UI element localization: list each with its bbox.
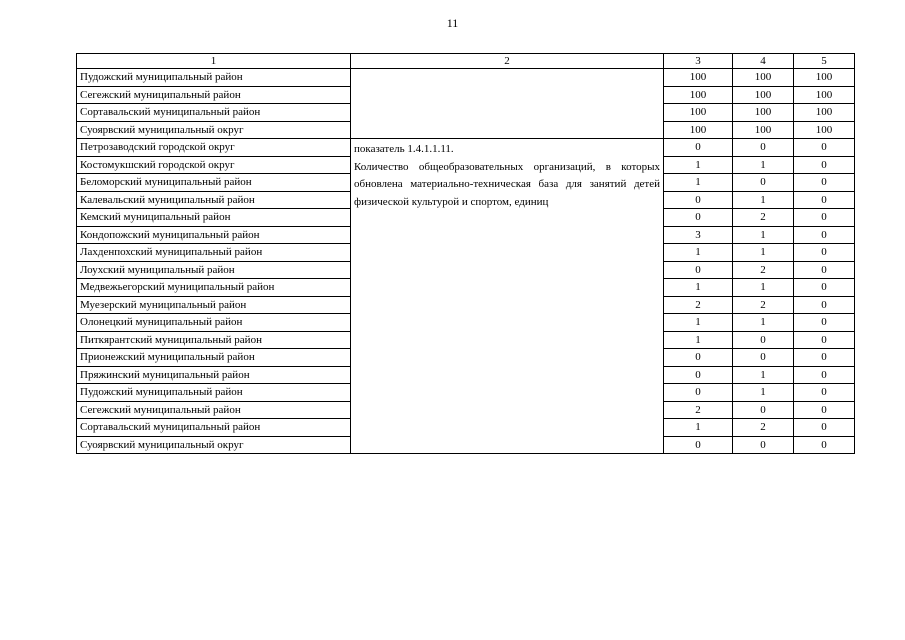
page-number: 11 <box>446 16 459 30</box>
value-cell: 0 <box>794 384 855 402</box>
header-cell: 4 <box>733 54 794 69</box>
district-name-cell: Пудожский муниципальный район <box>77 384 351 402</box>
value-cell: 0 <box>664 384 733 402</box>
value-cell: 1 <box>664 244 733 262</box>
value-cell: 1 <box>733 191 794 209</box>
value-cell: 100 <box>664 104 733 122</box>
table-row <box>77 69 855 87</box>
district-name-cell: Пряжинский муниципальный район <box>77 366 351 384</box>
district-name-cell: Сортавальский муниципальный район <box>77 104 351 122</box>
table-body <box>77 54 855 454</box>
value-cell: 0 <box>794 436 855 454</box>
value-cell: 0 <box>733 174 794 192</box>
district-name-cell: Кондопожский муниципальный район <box>77 226 351 244</box>
value-cell: 2 <box>664 401 733 419</box>
value-cell: 0 <box>794 314 855 332</box>
value-cell: 2 <box>733 209 794 227</box>
value-cell: 0 <box>794 366 855 384</box>
value-cell: 0 <box>794 139 855 157</box>
value-cell: 100 <box>733 86 794 104</box>
value-cell: 1 <box>664 314 733 332</box>
value-cell: 100 <box>794 86 855 104</box>
district-name-cell: Сегежский муниципальный район <box>77 401 351 419</box>
value-cell: 1 <box>733 226 794 244</box>
value-cell: 0 <box>794 209 855 227</box>
value-cell: 0 <box>664 191 733 209</box>
value-cell: 1 <box>733 244 794 262</box>
value-cell: 100 <box>664 121 733 139</box>
header-cell: 5 <box>794 54 855 69</box>
value-cell: 0 <box>794 331 855 349</box>
value-cell: 0 <box>794 226 855 244</box>
value-cell: 100 <box>733 104 794 122</box>
district-name-cell: Суоярвский муниципальный округ <box>77 436 351 454</box>
district-name-cell: Сегежский муниципальный район <box>77 86 351 104</box>
value-cell: 1 <box>664 279 733 297</box>
district-name-cell: Лахденпохский муниципальный район <box>77 244 351 262</box>
value-cell: 2 <box>733 296 794 314</box>
indicator-description-cell <box>351 139 664 454</box>
value-cell: 0 <box>794 401 855 419</box>
value-cell: 0 <box>794 261 855 279</box>
table-header-row <box>77 54 855 69</box>
data-table <box>76 53 855 454</box>
value-cell: 0 <box>733 331 794 349</box>
value-cell: 0 <box>733 139 794 157</box>
indicator-code: показатель 1.4.1.1.11. <box>354 143 454 155</box>
value-cell: 3 <box>664 226 733 244</box>
header-cell: 3 <box>664 54 733 69</box>
district-name-cell: Костомукшский городской округ <box>77 156 351 174</box>
header-cell: 1 <box>77 54 351 69</box>
district-name-cell: Сортавальский муниципальный район <box>77 419 351 437</box>
district-name-cell: Муезерский муниципальный район <box>77 296 351 314</box>
value-cell: 1 <box>733 279 794 297</box>
value-cell: 100 <box>664 86 733 104</box>
value-cell: 100 <box>794 121 855 139</box>
value-cell: 1 <box>664 174 733 192</box>
district-name-cell: Калевальский муниципальный район <box>77 191 351 209</box>
value-cell: 0 <box>794 191 855 209</box>
value-cell: 0 <box>794 419 855 437</box>
value-cell: 1 <box>733 156 794 174</box>
value-cell: 0 <box>664 261 733 279</box>
indicator-text: Количество общеобразовательных организаций, в которых обновлена материально-техническая база для занятий детей физической культурой и спортом, единиц <box>354 160 660 208</box>
value-cell: 1 <box>664 156 733 174</box>
district-name-cell: Медвежьегорский муниципальный район <box>77 279 351 297</box>
value-cell: 2 <box>664 296 733 314</box>
district-name-cell: Прионежский муниципальный район <box>77 349 351 367</box>
value-cell: 0 <box>794 174 855 192</box>
value-cell: 0 <box>664 209 733 227</box>
value-cell: 100 <box>664 69 733 87</box>
value-cell: 100 <box>733 121 794 139</box>
value-cell: 0 <box>733 401 794 419</box>
value-cell: 1 <box>664 419 733 437</box>
value-cell: 0 <box>794 156 855 174</box>
value-cell: 0 <box>794 244 855 262</box>
table-row <box>77 139 855 157</box>
header-cell: 2 <box>351 54 664 69</box>
value-cell: 100 <box>733 69 794 87</box>
value-cell: 1 <box>733 384 794 402</box>
value-cell: 0 <box>794 279 855 297</box>
value-cell: 0 <box>664 349 733 367</box>
value-cell: 0 <box>664 139 733 157</box>
value-cell: 100 <box>794 104 855 122</box>
district-name-cell: Кемский муниципальный район <box>77 209 351 227</box>
value-cell: 2 <box>733 261 794 279</box>
district-name-cell: Суоярвский муниципальный округ <box>77 121 351 139</box>
value-cell: 0 <box>664 366 733 384</box>
value-cell: 1 <box>733 314 794 332</box>
value-cell: 0 <box>733 349 794 367</box>
value-cell: 1 <box>664 331 733 349</box>
value-cell: 0 <box>664 436 733 454</box>
value-cell: 0 <box>794 349 855 367</box>
empty-description-cell <box>351 69 664 139</box>
value-cell: 2 <box>733 419 794 437</box>
value-cell: 100 <box>794 69 855 87</box>
district-name-cell: Пудожский муниципальный район <box>77 69 351 87</box>
district-name-cell: Лоухский муниципальный район <box>77 261 351 279</box>
value-cell: 1 <box>733 366 794 384</box>
district-name-cell: Беломорский муниципальный район <box>77 174 351 192</box>
value-cell: 0 <box>733 436 794 454</box>
district-name-cell: Петрозаводский городской округ <box>77 139 351 157</box>
district-name-cell: Олонецкий муниципальный район <box>77 314 351 332</box>
district-name-cell: Питкярантский муниципальный район <box>77 331 351 349</box>
value-cell: 0 <box>794 296 855 314</box>
